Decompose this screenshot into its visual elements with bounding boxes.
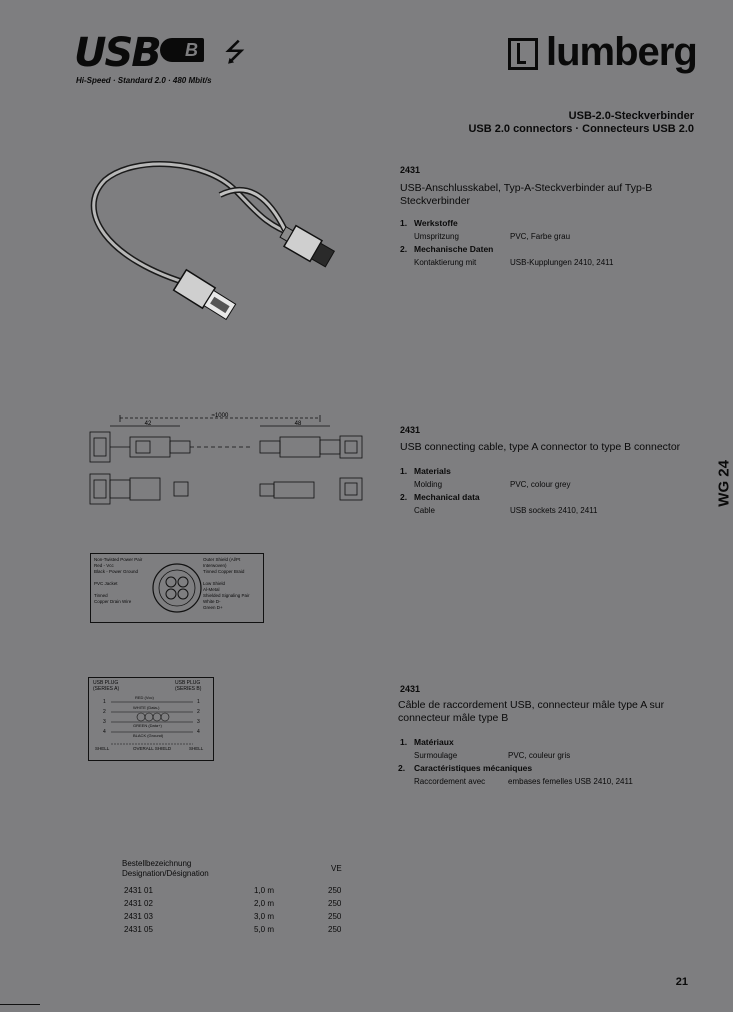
wiring-left-title: USB PLUG (SERIES A) [93, 680, 120, 692]
side-tab: WG 24 [716, 460, 733, 507]
spec-value: USB sockets 2410, 2411 [510, 506, 598, 515]
product-code-en: 2431 [400, 425, 421, 435]
shield-label: OVERALL SHIELD [133, 746, 172, 751]
spec-label: Surmoulage [414, 751, 458, 760]
pin-name: BLACK (Ground) [133, 733, 164, 738]
pin-number: 3 [103, 719, 106, 725]
section-num: 1. [400, 218, 408, 228]
shell-label: SHELL [95, 746, 110, 751]
lumberg-logo-icon [508, 38, 538, 70]
section-num: 2. [400, 492, 408, 502]
pin-name: RED (Vcc) [135, 695, 154, 700]
order-head-ve: VE [331, 864, 342, 873]
footer-rule [0, 1004, 40, 1005]
spec-value: USB-Kupplungen 2410, 2411 [510, 258, 614, 267]
product-code-fr: 2431 [400, 684, 421, 694]
usb-symbol-icon: ⭍ [224, 37, 246, 67]
xs-label: Tinned Copper Braid [203, 569, 245, 574]
title-german: USB-2.0-Steckverbinder [568, 110, 694, 122]
wiring-right-title: USB PLUG (SERIES B) [175, 680, 202, 692]
usb-logo: USB [74, 30, 160, 76]
xs-label: PVC Jacket [94, 581, 118, 586]
usb-logo-badge: B [160, 38, 204, 62]
brand-name: lumberg [546, 30, 697, 74]
pin-name: GREEN (Data+) [133, 723, 162, 728]
dim-left: 42 [144, 421, 152, 427]
pin-name: WHITE (Data-) [133, 705, 160, 710]
section-num: 1. [400, 737, 408, 747]
shell-label: SHELL [189, 746, 204, 751]
spec-value: PVC, colour grey [510, 480, 571, 489]
pin-number: 2 [103, 709, 106, 715]
type-a-connector-icon [174, 270, 238, 322]
spec-value: PVC, couleur gris [508, 751, 571, 760]
cable-cross-section [90, 553, 264, 623]
xs-label: Tinned [94, 593, 108, 598]
order-ve: 250 [328, 925, 342, 934]
order-ve: 250 [328, 912, 342, 921]
section-num: 2. [398, 763, 406, 773]
order-head-de: Bestellbezeichnung [122, 859, 192, 868]
order-code: 2431 03 [124, 912, 153, 921]
wiring-diagram [88, 677, 214, 761]
pin-number: 2 [197, 709, 200, 715]
order-length: 5,0 m [254, 925, 275, 934]
xs-label: Shielded Signaling Pair [203, 593, 250, 598]
xs-label: Low Shield [203, 581, 226, 586]
order-ve: 250 [328, 886, 342, 895]
order-code: 2431 05 [124, 925, 153, 934]
section-num: 1. [400, 466, 408, 476]
pin-number: 3 [197, 719, 200, 725]
order-head-en-fr: Designation/Désignation [122, 869, 209, 878]
order-code: 2431 02 [124, 899, 153, 908]
xs-label: Al-Metal [203, 587, 220, 592]
pin-number: 1 [197, 699, 200, 705]
type-b-connector-icon [277, 222, 336, 270]
xs-label: Outer Shield (Al/Pt Interwoven) [203, 557, 241, 568]
pin-number: 4 [197, 729, 200, 735]
spec-label: Raccordement avec [414, 777, 486, 786]
section-title: Mechanische Daten [414, 244, 494, 254]
usb-tagline: Hi-Speed · Standard 2.0 · 480 Mbit/s [76, 76, 212, 85]
xs-label: Non-Twisted Power Pair [94, 557, 143, 562]
spec-label: Molding [414, 480, 443, 489]
page-number: 21 [675, 976, 688, 988]
section-num: 2. [400, 244, 408, 254]
xs-label: Black - Power Ground [94, 569, 139, 574]
product-code-de: 2431 [400, 165, 421, 175]
title-multilang: USB 2.0 connectors · Connecteurs USB 2.0 [468, 123, 694, 135]
description-de: USB-Anschlusskabel, Typ-A-Steckverbinder auf Typ-B Steckverbinder [400, 182, 653, 207]
section-title: Caractéristiques mécaniques [414, 763, 533, 773]
section-title: Werkstoffe [414, 218, 458, 228]
pin-number: 1 [103, 699, 106, 705]
order-length: 3,0 m [254, 912, 275, 921]
description-en: USB connecting cable, type A connector to type B connector [400, 441, 681, 453]
spec-label: Cable [414, 506, 435, 515]
spec-value: embases femelles USB 2410, 2411 [508, 777, 633, 786]
xs-label: Red - Vcc [94, 563, 114, 568]
pin-number: 4 [103, 729, 106, 735]
section-title: Mechanical data [414, 492, 480, 502]
cable-photo [70, 150, 300, 340]
spec-value: PVC, Farbe grau [510, 232, 571, 241]
description-fr: Câble de raccordement USB, connecteur mâle type A sur connecteur mâle type B [398, 699, 665, 724]
order-length: 1,0 m [254, 886, 275, 895]
xs-label: Copper Drain Wire [94, 599, 132, 604]
order-code: 2431 01 [124, 886, 153, 895]
xs-label: Green D+ [203, 605, 223, 610]
dim-overall: ≈1000 [211, 413, 229, 419]
dim-right: 48 [294, 421, 302, 427]
xs-label: White D- [203, 599, 221, 604]
spec-label: Umspritzung [414, 232, 459, 241]
section-title: Materials [414, 466, 451, 476]
order-length: 2,0 m [254, 899, 275, 908]
section-title: Matériaux [414, 737, 454, 747]
spec-label: Kontaktierung mit [414, 258, 477, 267]
technical-drawing [70, 412, 370, 512]
order-ve: 250 [328, 899, 342, 908]
